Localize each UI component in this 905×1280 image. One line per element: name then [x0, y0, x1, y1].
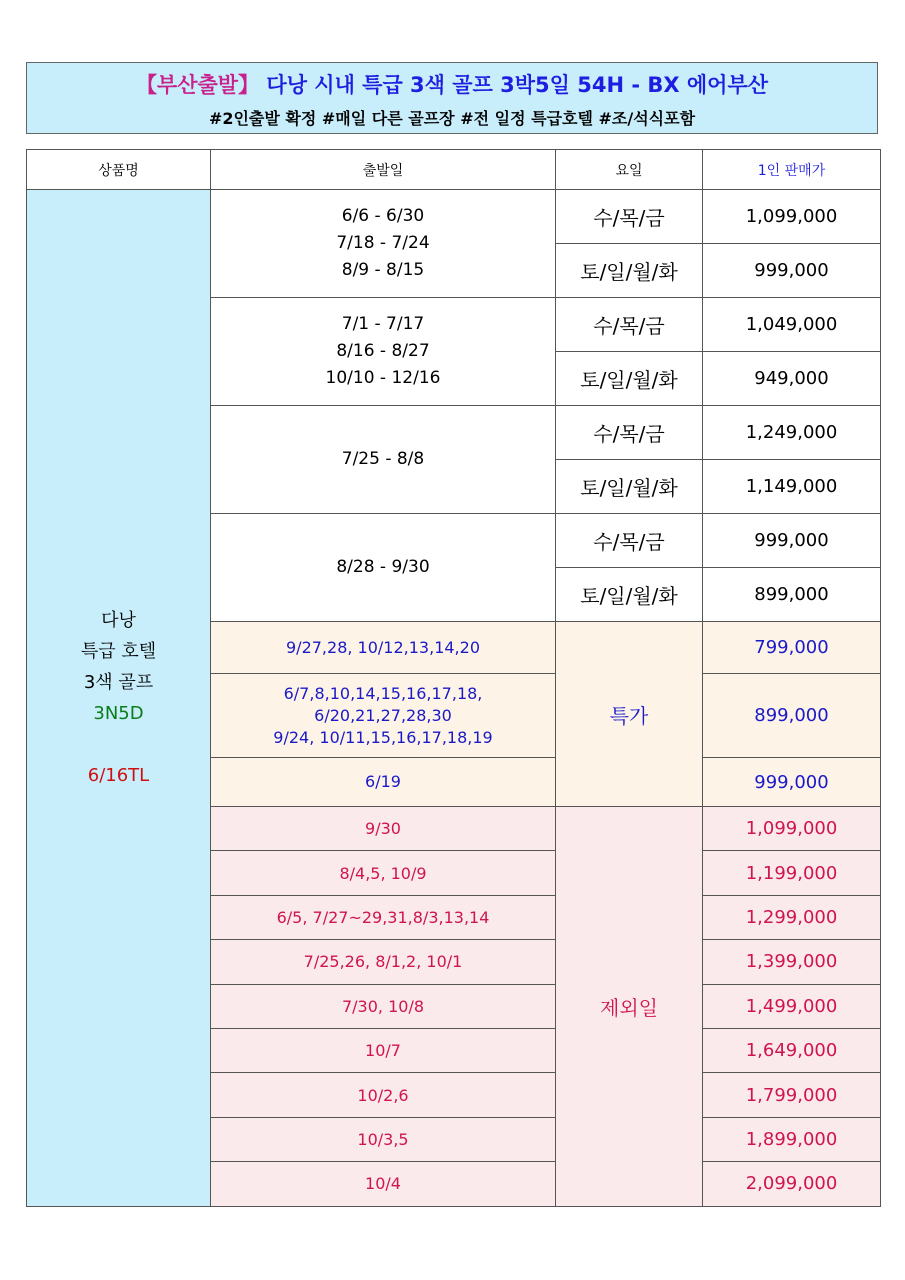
departure-dates [211, 298, 556, 406]
price-cell: 1,099,000 [703, 190, 881, 244]
excluded-dates: 7/25,26, 8/1,2, 10/1 [211, 940, 556, 984]
date-range: 8/28 - 9/30 [336, 557, 430, 577]
title-banner [26, 62, 878, 134]
date-range: 7/1 - 7/17 [341, 314, 425, 334]
product-name-line: 다낭 [101, 609, 136, 631]
date-list: 9/27,28, 10/12,13,14,20 [286, 637, 480, 657]
product-cell [27, 190, 211, 1207]
product-name-line: 3색 골프 [83, 671, 154, 693]
date-list: 6/20,21,27,28,30 [314, 705, 452, 725]
excluded-dates: 10/4 [211, 1162, 556, 1206]
special-label: 특가 [556, 622, 703, 807]
date-range: 10/10 - 12/16 [325, 368, 441, 388]
price-cell: 1,199,000 [703, 851, 881, 895]
product-name-line: 특급 호텔 [80, 640, 157, 662]
weekday-cell: 수/목/금 [556, 190, 703, 244]
departure-dates [211, 406, 556, 514]
weekday-cell: 토/일/월/화 [556, 460, 703, 514]
banner-prefix: 【부산출발】 [135, 73, 260, 97]
price-cell: 1,649,000 [703, 1028, 881, 1072]
price-cell: 899,000 [703, 674, 881, 758]
excluded-dates: 10/7 [211, 1028, 556, 1072]
date-range: 7/18 - 7/24 [336, 233, 430, 253]
excluded-dates: 9/30 [211, 807, 556, 851]
price-cell: 1,049,000 [703, 298, 881, 352]
date-list: 6/7,8,10,14,15,16,17,18, [283, 683, 483, 703]
price-cell: 1,899,000 [703, 1117, 881, 1161]
header-row [27, 150, 881, 190]
ticketing-limit: 6/16TL [87, 764, 150, 786]
date-list: 9/24, 10/11,15,16,17,18,19 [273, 727, 493, 747]
special-dates [211, 674, 556, 758]
excluded-dates: 7/30, 10/8 [211, 984, 556, 1028]
price-cell: 999,000 [703, 244, 881, 298]
date-range: 6/6 - 6/30 [341, 206, 425, 226]
weekday-cell: 토/일/월/화 [556, 568, 703, 622]
special-dates [211, 758, 556, 807]
header-departure: 출발일 [211, 150, 556, 190]
price-cell: 899,000 [703, 568, 881, 622]
price-cell: 949,000 [703, 352, 881, 406]
banner-title-text: 다낭 시내 특급 3색 골프 3박5일 54H - BX 에어부산 [266, 73, 769, 97]
excluded-label: 제외일 [556, 807, 703, 1207]
banner-title [27, 69, 877, 99]
price-cell: 1,799,000 [703, 1073, 881, 1117]
excluded-dates: 10/3,5 [211, 1117, 556, 1161]
excluded-dates: 6/5, 7/27~29,31,8/3,13,14 [211, 895, 556, 939]
header-day: 요일 [556, 150, 703, 190]
price-cell: 1,399,000 [703, 940, 881, 984]
price-cell: 1,149,000 [703, 460, 881, 514]
date-range: 8/9 - 8/15 [341, 260, 425, 280]
special-dates [211, 622, 556, 674]
price-cell: 999,000 [703, 514, 881, 568]
header-price: 1인 판매가 [703, 150, 881, 190]
weekday-cell: 토/일/월/화 [556, 244, 703, 298]
weekday-cell: 수/목/금 [556, 406, 703, 460]
departure-dates [211, 190, 556, 298]
price-cell: 999,000 [703, 758, 881, 807]
product-code: 3N5D [93, 702, 144, 724]
price-cell: 1,099,000 [703, 807, 881, 851]
price-cell: 2,099,000 [703, 1162, 881, 1206]
excluded-dates: 8/4,5, 10/9 [211, 851, 556, 895]
weekday-cell: 토/일/월/화 [556, 352, 703, 406]
date-range: 7/25 - 8/8 [341, 449, 425, 469]
header-product: 상품명 [27, 150, 211, 190]
date-list: 6/19 [365, 772, 401, 791]
price-table [26, 149, 881, 1207]
banner-tags: #2인출발 확정 #매일 다른 골프장 #전 일정 특급호텔 #조/석식포함 [208, 109, 696, 128]
price-cell: 1,499,000 [703, 984, 881, 1028]
excluded-dates: 10/2,6 [211, 1073, 556, 1117]
weekday-cell: 수/목/금 [556, 514, 703, 568]
departure-dates [211, 514, 556, 622]
price-cell: 1,299,000 [703, 895, 881, 939]
price-cell: 799,000 [703, 622, 881, 674]
price-cell: 1,249,000 [703, 406, 881, 460]
weekday-cell: 수/목/금 [556, 298, 703, 352]
table-row [27, 190, 881, 244]
date-range: 8/16 - 8/27 [336, 341, 430, 361]
